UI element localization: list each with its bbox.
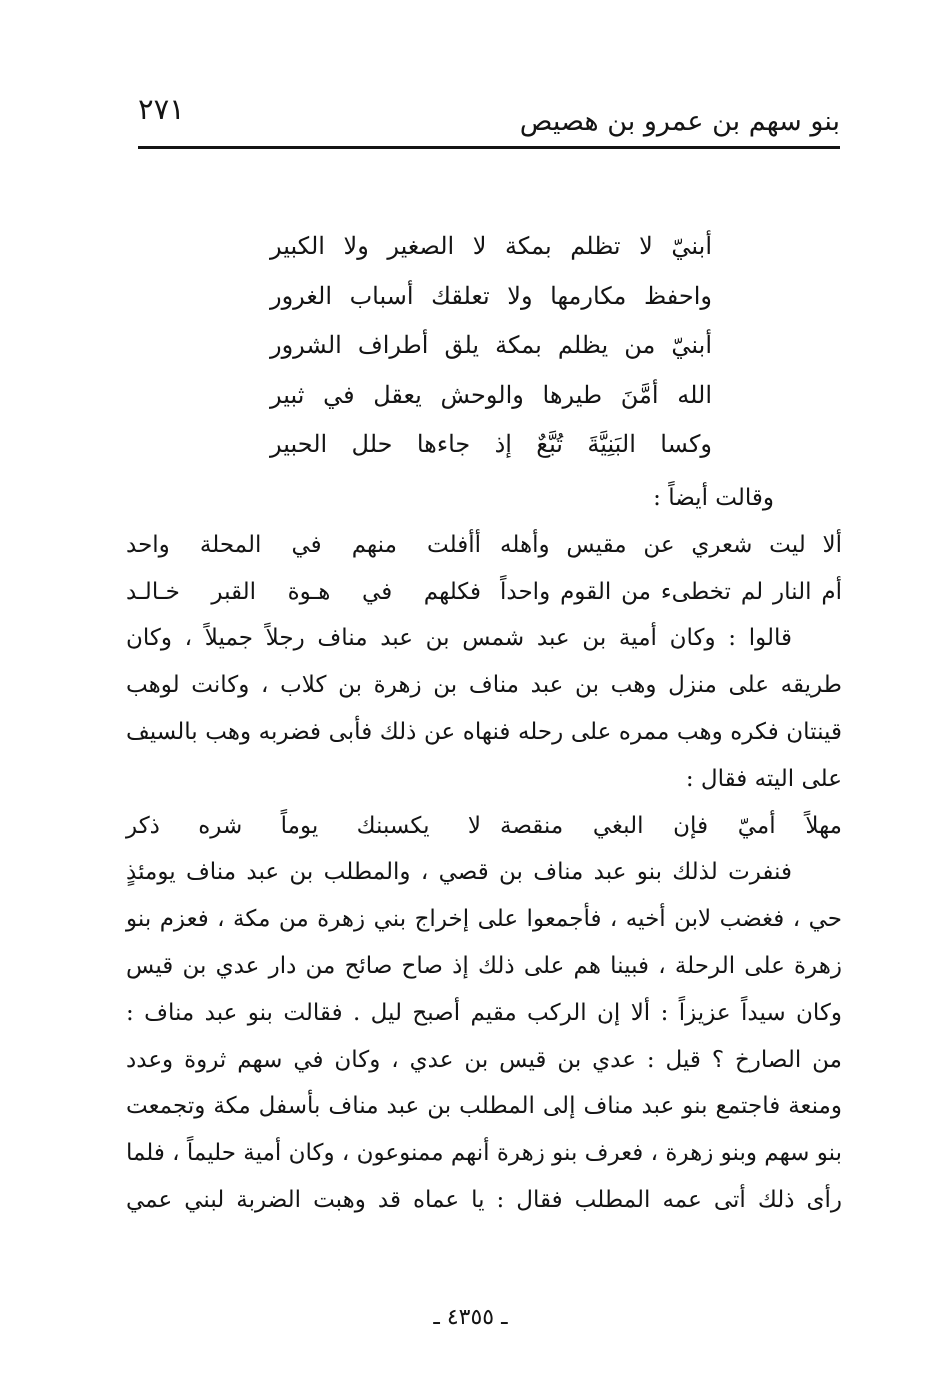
paragraph-line: بنو سهم وبنو زهرة ، فعرف بنو زهرة أنهم ممنوعون ، وكان أمية حليماً ، فلما	[125, 1140, 842, 1167]
paragraph-line: قينتان فكره وهب ممره على رحله فنهاه عن ذلك فأبى فضربه وهب بالسيف	[126, 718, 842, 745]
poem-line: أبنيّ من يظلم بمكة يلق أطراف الشرور	[270, 331, 712, 359]
verse-first-hemistich: مهلاً أميّ فإن البغي منقصة	[500, 812, 842, 839]
poem-block	[270, 222, 712, 470]
poem-line: واحفظ مكارمها ولا تعلقك أسباب الغرور	[270, 281, 712, 310]
poem-line: وكسا البَنِيَّةَ تُبَّعٌ إذ جاءها حلل الحبير	[270, 430, 712, 458]
folio-number: ـ ٤٣٥٥ ـ	[433, 1305, 508, 1330]
paragraph-line: من الصارخ ؟ قيل : عدي بن قيس بن عدي ، وكان في سهم ثروة وعدد	[126, 1046, 842, 1073]
poem-line: أبنيّ لا تظلم بمكة لا الصغير ولا الكبير	[270, 232, 712, 260]
chapter-title: بنو سهم بن عمرو بن هصيص	[519, 106, 840, 137]
paragraph-line: رأى ذلك أتى عمه المطلب فقال : يا عماه قد وهبت الضربة لبني عمي	[126, 1186, 842, 1213]
verse-first-hemistich: أم النار لم تخطىء من القوم واحداً	[500, 578, 842, 605]
verse-second-hemistich: أأفلت منهم في المحلة واحد	[126, 531, 481, 558]
intro-line: وقالت أيضاً :	[653, 485, 774, 511]
paragraph-line: وكان سيداً عزيزاً : ألا إن الركب مقيم أصبح ليل . فقالت بنو عبد مناف :	[126, 999, 842, 1026]
verse-first-hemistich: ألا ليت شعري عن مقيس وأهله	[500, 531, 842, 558]
paragraph-line: زهرة على الرحلة ، فبينا هم على ذلك إذ صاح صائح من دار عدي بن قيس	[126, 952, 842, 979]
verse-line	[126, 522, 842, 569]
running-header	[138, 92, 840, 144]
verse-line	[126, 569, 842, 616]
verse-second-hemistich: فكلهم في هـوة القبر خـالـد	[126, 578, 481, 605]
paragraph-line: على اليته فقال :	[685, 765, 842, 792]
verse-line	[126, 803, 842, 850]
paragraph-line: فنفرت لذلك بنو عبد مناف بن قصي ، والمطلب بن عبد مناف يومئذٍ	[126, 859, 792, 886]
body-text	[126, 475, 842, 1224]
paragraph-line: طريقه على منزل وهب بن عبد مناف بن زهرة بن كلاب ، وكانت لوهب	[126, 672, 842, 699]
paragraph-line: حي ، فغضب لابن أخيه ، فأجمعوا على إخراج بني زهرة من مكة ، فعزم بنو	[126, 906, 842, 933]
paragraph-line: ومنعة فاجتمع بنو عبد مناف إلى المطلب بن عبد مناف بأسفل مكة وتجمعت	[126, 1093, 842, 1120]
verse-second-hemistich: لا يكسبنك يوماً شره ذكر	[126, 812, 481, 839]
poem-line: الله أمَّنَ طيرها والوحش يعقل في ثبير	[270, 380, 712, 409]
page-number: ٢٧١	[138, 92, 185, 126]
header-rule	[138, 146, 840, 149]
paragraph-line: قالوا : وكان أمية بن عبد شمس بن عبد مناف رجلاً جميلاً ، وكان	[126, 625, 792, 652]
